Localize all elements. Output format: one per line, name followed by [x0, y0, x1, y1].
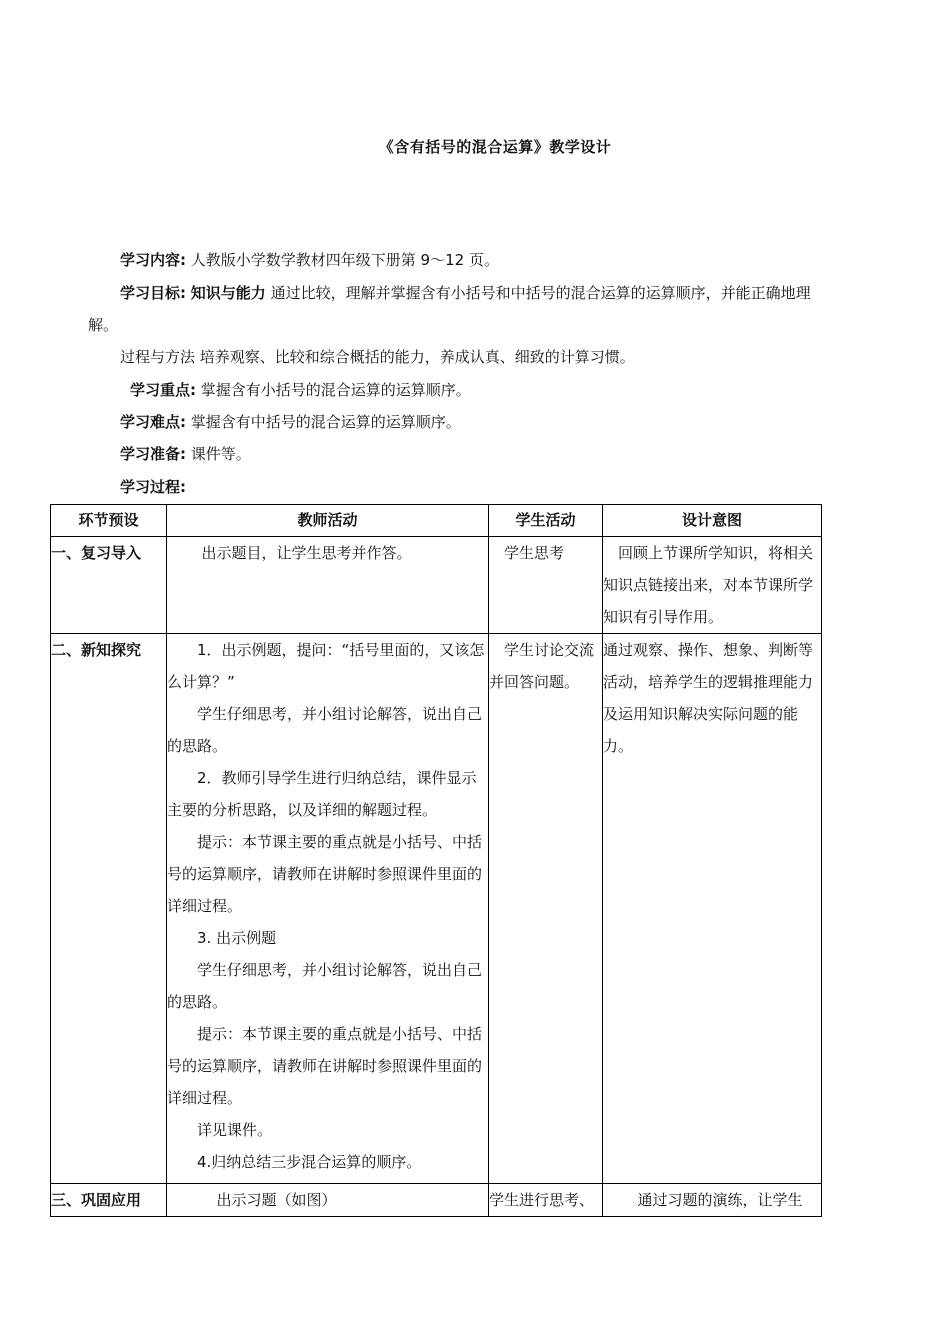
row3-intent — [603, 1184, 822, 1217]
row1-student — [489, 537, 603, 634]
row2-student-text: 学生讨论交流并回答问题。 — [489, 641, 595, 691]
row2-teacher-para: 提示：本节课主要的重点就是小括号、中括号的运算顺序，请教师在讲解时参照课件里面的详细过程。 — [167, 1025, 483, 1107]
document-title: 《含有括号的混合运算》教学设计 — [378, 138, 612, 156]
content-line — [120, 250, 499, 270]
row2-teacher-para: 1．出示例题，提问：“括号里面的，又该怎么计算？” — [167, 641, 485, 691]
content-value: 人教版小学数学教材四年级下册第 9～12 页。 — [190, 251, 499, 269]
process-label: 学习过程: — [120, 478, 186, 496]
row3-student — [489, 1184, 603, 1217]
row1-teacher — [167, 537, 489, 634]
prep-value: 课件等。 — [190, 445, 251, 463]
header-teacher: 教师活动 — [167, 505, 489, 537]
goal-value-cont: 解。 — [88, 316, 119, 334]
row1-stage: 一、复习导入 — [51, 537, 167, 634]
goal-line — [120, 283, 811, 303]
row2-teacher — [167, 634, 489, 1184]
row3-intent-text: 通过习题的演练，让学生 — [637, 1191, 803, 1209]
row2-teacher-para: 详见课件。 — [197, 1121, 273, 1139]
row2-teacher-para: 提示：本节课主要的重点就是小括号、中括号的运算顺序，请教师在讲解时参照课件里面的详细过程。 — [167, 833, 483, 915]
row2-teacher-para: 学生仔细思考，并小组讨论解答，说出自己的思路。 — [167, 705, 483, 755]
row2-intent — [603, 634, 822, 1184]
table-header-row — [51, 505, 822, 537]
goal-value: 通过比较，理解并掌握含有小括号和中括号的混合运算的运算顺序，并能正确地理 — [270, 284, 811, 302]
row2-teacher-para: 4.归纳总结三步混合运算的顺序。 — [197, 1153, 422, 1171]
row2-teacher-para: 学生仔细思考，并小组讨论解答，说出自己的思路。 — [167, 961, 483, 1011]
goal-sub-label: 知识与能力 — [190, 284, 266, 302]
row1-intent — [603, 537, 822, 634]
process-method-line: 过程与方法 培养观察、比较和综合概括的能力，养成认真、细致的计算习惯。 — [120, 348, 635, 366]
row2-intent-text: 通过观察、操作、想象、判断等活动，培养学生的逻辑推理能力及运用知识解决实际问题的能力。 — [603, 641, 814, 755]
key-label: 学习重点: — [130, 381, 196, 399]
table-row — [51, 537, 822, 634]
header-student: 学生活动 — [489, 505, 603, 537]
row1-intent-text: 回顾上节课所学知识，将相关知识点链接出来，对本节课所学知识有引导作用。 — [603, 544, 814, 626]
key-line — [130, 380, 471, 400]
row1-student-text: 学生思考 — [504, 544, 565, 562]
row2-teacher-para: 3. 出示例题 — [197, 929, 277, 947]
row3-teacher — [167, 1184, 489, 1217]
goal-label: 学习目标: — [120, 284, 186, 302]
row1-teacher-text: 出示题目，让学生思考并作答。 — [201, 544, 412, 562]
row3-teacher-text: 出示习题（如图） — [216, 1191, 337, 1209]
row2-stage: 二、新知探究 — [51, 634, 167, 1184]
row2-student — [489, 634, 603, 1184]
row2-teacher-para: 2．教师引导学生进行归纳总结，课件显示主要的分析思路，以及详细的解题过程。 — [167, 769, 477, 819]
content-label: 学习内容: — [120, 251, 186, 269]
lesson-table — [50, 504, 822, 1217]
row3-stage: 三、巩固应用 — [51, 1184, 167, 1217]
difficulty-value: 掌握含有中括号的混合运算的运算顺序。 — [190, 413, 461, 431]
difficulty-line — [120, 412, 461, 432]
prep-label: 学习准备: — [120, 445, 186, 463]
key-value: 掌握含有小括号的混合运算的运算顺序。 — [200, 381, 471, 399]
prep-line — [120, 444, 251, 464]
header-stage: 环节预设 — [51, 505, 167, 537]
difficulty-label: 学习难点: — [120, 413, 186, 431]
row3-student-text: 学生进行思考、 — [489, 1191, 595, 1209]
table-row — [51, 1184, 822, 1217]
table-row — [51, 634, 822, 1184]
header-intent: 设计意图 — [603, 505, 822, 537]
